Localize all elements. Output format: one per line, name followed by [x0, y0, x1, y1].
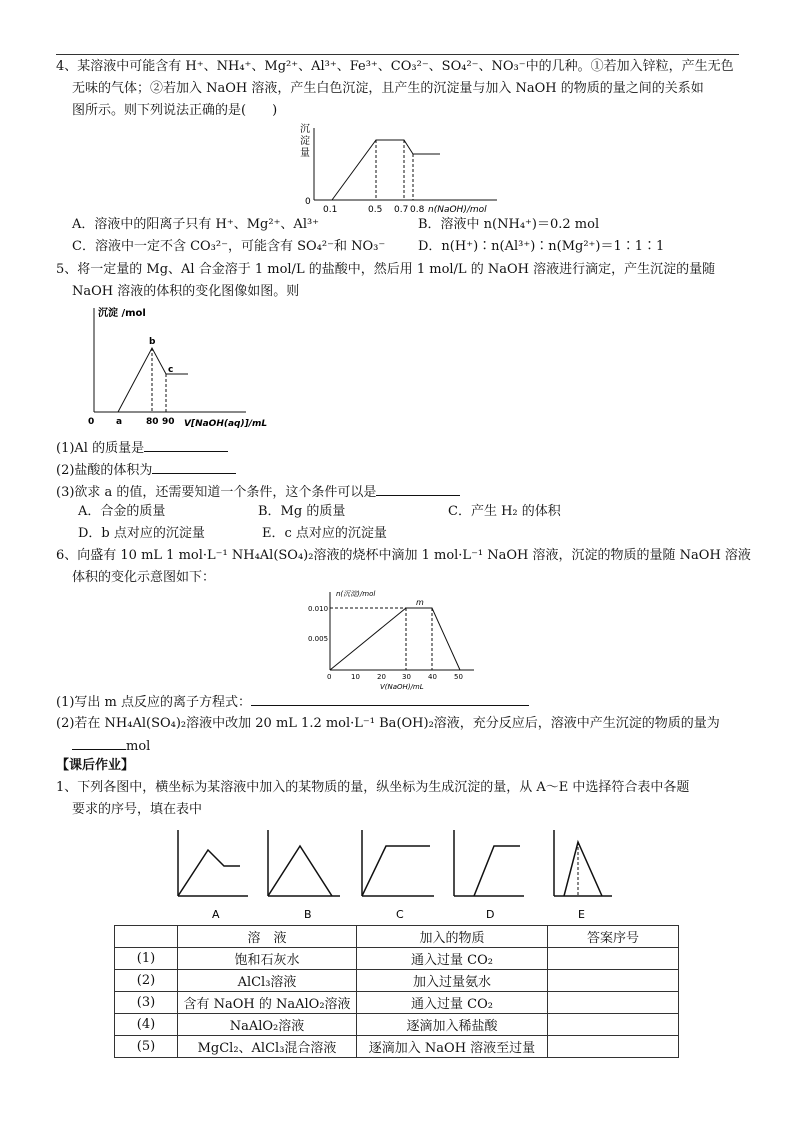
q6-line1: 6、向盛有 10 mL 1 mol·L⁻¹ NH₄Al(SO₄)₂溶液的烧杯中滴加 1 mol·L⁻¹ NaOH 溶液，沉淀的物质的量随 NaOH 溶液 [56, 548, 751, 563]
q6-line2: 体积的变化示意图如下： [72, 570, 216, 585]
row-index: (1) [115, 948, 178, 970]
q4-xlabel: n(NaOH)/mol [428, 205, 487, 215]
q5-sub3-blank[interactable] [376, 481, 460, 496]
row-answer-cell[interactable] [548, 1014, 679, 1036]
hw-line2: 要求的序号，填在表中 [72, 802, 203, 817]
q6-ytick-0005: 0.005 [308, 635, 329, 643]
q4-chart [292, 120, 502, 216]
hw-line1: 1、下列各图中，横坐标为某溶液中加入的某物质的量，纵坐标为生成沉淀的量，从 A～E 中选择符合表中各题 [56, 780, 690, 795]
q4-tick-2: 0.5 [368, 205, 383, 215]
graph-b-label: B [304, 908, 312, 921]
graph-a [178, 830, 248, 921]
q4-ylabel: 沉淀量 [300, 124, 310, 159]
q6-xtick-0: 0 [327, 673, 332, 681]
q4-tick-1: 0.1 [323, 205, 338, 215]
row-index: (3) [115, 992, 178, 1014]
q5-chart [86, 304, 276, 432]
q6-xtick-10: 10 [351, 673, 360, 681]
q4-tick-4: 0.8 [410, 205, 425, 215]
row-index: (2) [115, 970, 178, 992]
graph-b [268, 830, 340, 921]
q5-sub3-text: (3)欲求 a 的值，还需要知道一个条件，这个条件可以是 [56, 485, 377, 500]
row-reagent: 通入过量 CO₂ [357, 948, 548, 970]
row-answer-cell[interactable] [548, 1036, 679, 1058]
q5-option-e: E．c 点对应的沉淀量 [262, 526, 387, 541]
q5-option-a: A．合金的质量 [78, 504, 166, 519]
q5-sub2 [56, 459, 746, 482]
header-cell-reagent: 加入的物质 [357, 926, 548, 948]
q6-ytick-0010: 0.010 [308, 605, 329, 613]
q5-option-c: C．产生 H₂ 的体积 [448, 504, 561, 519]
q5-sub1-text: (1)Al 的质量是 [56, 441, 145, 456]
row-index: (5) [115, 1036, 178, 1058]
q5-tick-80: 80 [146, 417, 159, 427]
row-index: (4) [115, 1014, 178, 1036]
header-rule [56, 54, 739, 55]
q5-line2: NaOH 溶液的体积的变化图像如图。则 [72, 284, 300, 299]
table-row [115, 970, 679, 992]
graph-c [362, 830, 434, 921]
table-header-row [115, 926, 679, 948]
table-row [115, 1014, 679, 1036]
q5-sub1-blank[interactable] [144, 437, 228, 452]
q6-ylabel: n(沉淀)/mol [336, 590, 376, 598]
table-row [115, 992, 679, 1014]
q5-sub2-text: (2)盐酸的体积为 [56, 463, 153, 478]
table-row [115, 948, 679, 970]
q4-line1: 4、某溶液中可能含有 H⁺、NH₄⁺、Mg²⁺、Al³⁺、Fe³⁺、CO₃²⁻、SO₄²⁻、NO₃⁻中的几种。①若加入锌粒，产生无色 [56, 59, 734, 74]
graph-d [454, 830, 524, 921]
q5-option-b: B．Mg 的质量 [258, 504, 346, 519]
row-solution: MgCl₂、AlCl₃混合溶液 [178, 1036, 357, 1058]
q5-option-d: D．b 点对应的沉淀量 [78, 526, 205, 541]
q6-xtick-30: 30 [402, 673, 411, 681]
answer-table [114, 925, 679, 1058]
row-solution: 饱和石灰水 [178, 948, 357, 970]
q5-series [118, 348, 188, 412]
q4-option-a: A．溶液中的阳离子只有 H⁺、Mg²⁺、Al³⁺ [72, 217, 320, 232]
q5-xlabel: V[NaOH(aq)]/mL [184, 419, 268, 429]
q5-tick-a: a [116, 417, 123, 427]
row-answer-cell[interactable] [548, 992, 679, 1014]
row-solution: 含有 NaOH 的 NaAlO₂溶液 [178, 992, 357, 1014]
q4-tick-3: 0.7 [394, 205, 409, 215]
row-answer-cell[interactable] [548, 948, 679, 970]
q5-line1: 5、将一定量的 Mg、Al 合金溶于 1 mol/L 的盐酸中，然后用 1 mol/L 的 NaOH 溶液进行滴定，产生沉淀的量随 [56, 262, 716, 277]
header-cell-answer: 答案序号 [548, 926, 679, 948]
q6-chart [298, 586, 482, 692]
row-solution: AlCl₃溶液 [178, 970, 357, 992]
hw-graphs [168, 822, 638, 922]
q4-line2: 无味的气体；②若加入 NaOH 溶液，产生白色沉淀，且产生的沉淀量与加入 NaOH 的物质的量之间的关系如 [72, 81, 704, 96]
q5-sub1 [56, 437, 746, 460]
q6-sub1-blank[interactable] [251, 691, 529, 706]
row-reagent: 通入过量 CO₂ [357, 992, 548, 1014]
graph-e-label: E [578, 908, 585, 921]
header-cell-solution: 溶 液 [178, 926, 357, 948]
q4-tick-0: 0 [305, 197, 311, 207]
header-cell-index [115, 926, 178, 948]
q6-sub1 [56, 691, 746, 714]
q6-sub1-text: (1)写出 m 点反应的离子方程式： [56, 695, 252, 710]
q4-line3: 图所示。则下列说法正确的是( ) [72, 103, 278, 118]
q6-sub2-unit: mol [126, 739, 151, 754]
graph-a-label: A [212, 908, 220, 921]
q4-option-c: C．溶液中一定不含 CO₃²⁻，可能含有 SO₄²⁻和 NO₃⁻ [72, 239, 386, 254]
q5-sub2-blank[interactable] [152, 459, 236, 474]
q4-option-b: B．溶液中 n(NH₄⁺)＝0.2 mol [418, 217, 600, 232]
q6-xtick-50: 50 [454, 673, 463, 681]
row-reagent: 逐滴加入 NaOH 溶液至过量 [357, 1036, 548, 1058]
q5-tick-90: 90 [162, 417, 175, 427]
q6-xtick-40: 40 [428, 673, 437, 681]
graph-e [554, 830, 612, 921]
q6-point-m: m [416, 598, 424, 607]
row-reagent: 加入过量氨水 [357, 970, 548, 992]
graph-c-label: C [396, 908, 404, 921]
row-answer-cell[interactable] [548, 970, 679, 992]
q6-sub2: (2)若在 NH₄Al(SO₄)₂溶液中改加 20 mL 1.2 mol·L⁻¹ Ba(OH)₂溶液，充分反应后，溶液中产生沉淀的物质的量为 [56, 716, 720, 731]
q6-xtick-20: 20 [377, 673, 386, 681]
q5-point-c: c [168, 365, 174, 375]
q5-sub3 [56, 481, 746, 504]
graph-d-label: D [486, 908, 495, 921]
q5-ylabel: 沉淀 /mol [98, 308, 146, 319]
q6-xlabel: V(NaOH)/mL [380, 683, 424, 691]
q5-point-b: b [149, 337, 156, 347]
q4-option-d: D．n(H⁺)∶n(Al³⁺)∶n(Mg²⁺)＝1∶1∶1 [418, 239, 665, 254]
homework-title: 【课后作业】 [56, 758, 135, 773]
q6-sub2-blank[interactable] [72, 735, 126, 750]
table-row [115, 1036, 679, 1058]
row-solution: NaAlO₂溶液 [178, 1014, 357, 1036]
q5-tick-0: 0 [88, 417, 95, 427]
row-reagent: 逐滴加入稀盐酸 [357, 1014, 548, 1036]
q6-series [330, 608, 460, 670]
q4-series [332, 140, 440, 200]
